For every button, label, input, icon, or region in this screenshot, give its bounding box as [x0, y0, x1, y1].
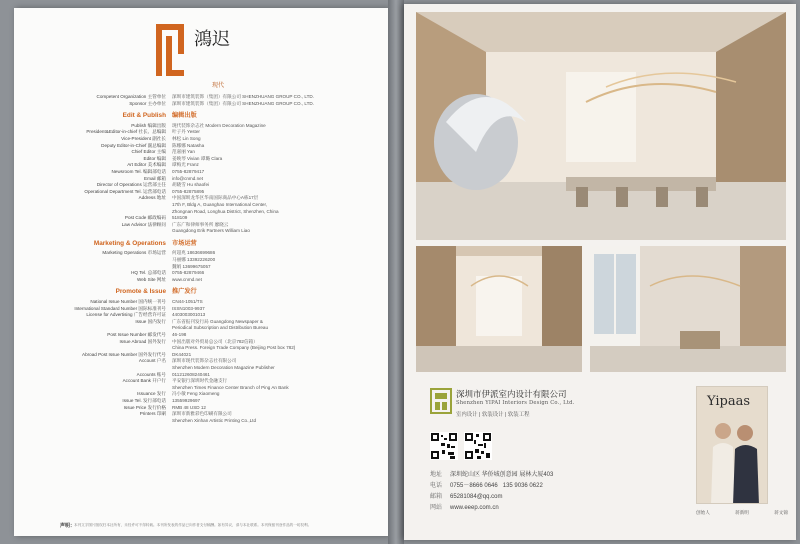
masthead-label: Vice-President 副社长 — [121, 135, 166, 141]
qr-code-icon — [464, 432, 492, 460]
masthead-row — [54, 299, 354, 306]
book-gutter — [388, 0, 404, 544]
portrait-caption: 创始人 蒋新明 蒋文锦 — [696, 510, 788, 515]
masthead-value: 46-198 — [172, 332, 187, 337]
masthead-value: 魏娟 13699675057 — [172, 263, 211, 269]
masthead-row — [54, 398, 354, 405]
masthead-row — [54, 136, 354, 143]
masthead-row — [54, 149, 354, 156]
masthead-row — [54, 94, 354, 101]
masthead-row — [54, 169, 354, 176]
masthead-value: 平安银行深圳时代金融支行 — [172, 378, 228, 384]
masthead-value: Zhongnan Road, Longhua District, Shenzhen, China — [172, 208, 279, 214]
masthead-row — [54, 228, 354, 235]
masthead-row — [54, 325, 354, 332]
masthead-label: Account 户名 — [138, 358, 166, 364]
masthead-value: China Press. Foreign Trade Company (Beijing Post box 782) — [172, 345, 296, 351]
masthead-row — [54, 270, 354, 277]
masthead-label — [54, 418, 172, 425]
masthead-value: 4403003001013 — [172, 312, 206, 318]
masthead-label: Address 地址 — [138, 195, 166, 201]
masthead-value: 深圳市建筑装饰（集团）有限公司 SHENZHUANG GROUP CO., LTD. — [172, 94, 314, 99]
masthead-row — [54, 182, 354, 189]
company-contacts: 地址 深圳蛇山区 华侨城创意园 展林大厦403 电话 0755－8666 0646 135 9036 0622 邮箱 65281084@qq.com 网站 www.eeep.com.cn — [430, 472, 554, 511]
masthead-page — [14, 8, 388, 536]
masthead-value: 011212608240461 — [172, 371, 210, 377]
magazine-logo — [152, 22, 242, 89]
masthead-label: Publish 编辑出版 — [131, 122, 166, 128]
footnote-mark: 声明： — [60, 523, 76, 529]
masthead-value: info@cnmd.net — [172, 175, 203, 181]
masthead-value: www.cnmd.net — [172, 276, 202, 282]
masthead-row — [54, 332, 354, 339]
logo-subtitle: 现代 — [212, 83, 225, 89]
masthead-value: Periodical Subscription and Distribution Bureau — [172, 325, 269, 331]
masthead-label — [54, 345, 172, 352]
advert-page — [404, 4, 796, 540]
masthead-label — [54, 202, 172, 209]
masthead-value: 深圳市建筑装饰（集团）有限公司 SHENZHUANG GROUP CO., LTD. — [172, 100, 314, 106]
masthead-label: Sponsor 主办单位 — [129, 100, 166, 106]
masthead-row — [54, 143, 354, 150]
section-heading-marketing: Marketing & Operations 市场运营 — [93, 239, 197, 247]
masthead-row — [54, 339, 354, 346]
masthead-row — [54, 162, 354, 169]
masthead-value: 范嘉丽 Yan — [172, 149, 195, 155]
masthead-row — [54, 101, 354, 108]
masthead-label: President&Editor-in-chief 社长、总编辑 — [86, 129, 166, 135]
masthead-row — [54, 391, 354, 398]
masthead-value: RMB 48 USD 12 — [172, 404, 206, 410]
masthead-label: Director of Operations 运营部主任 — [96, 182, 166, 188]
masthead-label: National Issue Number 国内统一刊号 — [90, 299, 166, 305]
masthead-value: ISSN1003-9937 — [172, 305, 205, 311]
masthead-value: 现代装饰杂志社 Modern Decoration Magazine — [172, 122, 266, 128]
masthead-value: 广东省报刊发行局 Guangdong Newspaper & — [172, 318, 263, 324]
masthead-value: 17th F, Bldg A, Guanghao International Center, — [172, 201, 268, 207]
logo-mark-icon — [154, 22, 186, 78]
masthead-label: Law Advisor 法律顾问 — [121, 221, 166, 227]
masthead-label: Post Issue Number 邮发代号 — [107, 332, 166, 337]
interior-photo-main — [416, 12, 786, 240]
masthead-label: Chief Editor 主编 — [131, 149, 166, 155]
masthead-value: DK44021 — [172, 351, 192, 357]
portrait-cover-title: Yipaas — [707, 394, 751, 409]
masthead-row — [54, 365, 354, 372]
company-mobile: 135 9036 0622 — [502, 483, 543, 489]
masthead-label: Issue Abroad 国外发行 — [119, 338, 166, 344]
masthead-label: Abroad Post Issue Number 国外发行代号 — [82, 351, 166, 357]
masthead-value: 谭梅光 Franz — [172, 162, 199, 168]
masthead-label: Issuance 发行 — [137, 391, 166, 397]
masthead-label: Deputy Editor-in-Chief 副总编辑 — [101, 142, 166, 148]
masthead-label: Issue Price 发行价格 — [123, 404, 166, 410]
interior-photo-right — [590, 246, 786, 372]
masthead-value: Guangdong Erik Partners William Liao — [172, 228, 250, 234]
company-services: 室内设计 | 软装设计 | 软装工程 — [456, 412, 530, 418]
masthead-credits — [54, 94, 354, 424]
masthead-value: 13559929697 — [172, 397, 201, 403]
masthead-value: 林松 Lin Song — [172, 135, 201, 141]
masthead-label: Editor 编辑 — [143, 155, 166, 161]
masthead-label: Email 邮箱 — [144, 175, 166, 181]
masthead-row — [54, 312, 354, 319]
masthead-label: Issue Tel. 发行部电话 — [122, 397, 166, 403]
masthead-value: 广东广和律师事务所 廖晓云 — [172, 221, 229, 227]
interior-photo-left — [416, 246, 582, 372]
section-heading-edit: Edit & Publish 编辑出版 — [122, 112, 197, 120]
masthead-value: 深圳市新雅彩色印刷有限公司 — [172, 411, 232, 417]
masthead-value: 中国深圳龙华区华南国际商品中心A栋17层 — [172, 195, 259, 201]
masthead-label: Newsroom Tel. 编辑部电话 — [111, 168, 166, 174]
masthead-label: License for Advertising 广告经营许可证 — [86, 312, 166, 318]
company-name-cn: 深圳市伊派室内设计有限公司 — [456, 390, 567, 400]
masthead-row — [54, 195, 354, 202]
masthead-label: Issue 国内发行 — [135, 318, 166, 324]
masthead-row — [54, 257, 354, 264]
section-heading-promote: Promote & Issue 推广发行 — [115, 288, 197, 296]
masthead-label: Competent Organization 主管单位 — [96, 94, 166, 99]
masthead-value: 马丽娜 13392226200 — [172, 257, 216, 263]
masthead-row — [54, 319, 354, 326]
masthead-value: Shenzhen Xinhan Artistic Printing Co.,Ltd — [172, 417, 257, 423]
masthead-label: Web Site 网址 — [136, 276, 166, 282]
masthead-label: HQ Tel. 总部电话 — [131, 270, 166, 276]
masthead-label: Operational Department Tel. 运营部电话 — [84, 188, 166, 194]
masthead-label: Marketing Operations 市场运营 — [102, 250, 166, 256]
masthead-label: Accounts 账号 — [136, 371, 166, 377]
masthead-value: 深圳市现代装饰杂志社有限公司 — [172, 358, 237, 364]
masthead-value: 0755-82879417 — [172, 168, 205, 174]
footnote-text: 本刊文字图片版权归本社所有，未经许可不得转载。本刊所发表的作品已向作者支付稿酬。如有异议，请与本社联系。本刊保留刊登作品的一切权利。 — [74, 523, 312, 527]
masthead-label: Post Code 邮政编码 — [124, 215, 166, 221]
masthead-value: 0755-82879466 — [172, 270, 205, 276]
masthead-value: 叶子丹 Yester — [172, 129, 200, 135]
masthead-value: CN44-1051/TS — [172, 299, 203, 305]
masthead-value: 姜映琴 Vivian 谭璐 Clara — [172, 155, 223, 161]
masthead-label: International Standard Number 国际标准刊号 — [74, 305, 166, 311]
masthead-row — [54, 345, 354, 352]
masthead-label: Account Bank 开户行 — [122, 378, 166, 384]
masthead-value: 何超兆 18636699686 — [172, 250, 216, 256]
masthead-value: 518109 — [172, 215, 188, 221]
masthead-row — [54, 156, 354, 163]
masthead-value: 0755-82875895 — [172, 188, 205, 194]
masthead-row — [54, 277, 354, 284]
masthead-row — [54, 411, 354, 418]
masthead-label: Art Editor 美术编辑 — [127, 162, 166, 168]
qr-code-icon — [430, 432, 458, 460]
masthead-row — [54, 209, 354, 216]
company-website: www.eeep.com.cn — [450, 505, 499, 511]
masthead-value: 胡晓雪 Hu shaofei — [172, 182, 210, 188]
masthead-value: 中国出版对外贸易总公司（北京782信箱） — [172, 338, 258, 344]
masthead-row — [54, 418, 354, 425]
masthead-label — [54, 325, 172, 332]
masthead-label: Printers 印刷 — [139, 411, 166, 417]
masthead-row — [54, 129, 354, 136]
company-logo-icon — [430, 388, 452, 414]
logo-wordmark: 鴻迟 — [194, 29, 230, 50]
company-name-en: Shenzhen YIPAI Interiors Design Co., Ltd. — [456, 400, 575, 406]
company-address: 深圳蛇山区 华侨城创意园 展林大厦403 — [450, 472, 554, 478]
masthead-value: Shenzhen Modern Decoration Magazine Publisher — [172, 364, 275, 370]
masthead-value: 陈娜娜 Natasha — [172, 142, 205, 148]
masthead-row — [54, 358, 354, 365]
masthead-label — [54, 228, 172, 235]
company-email: 65281084@qq.com — [450, 494, 503, 500]
company-phone: 0755－8666 0646 — [450, 483, 498, 489]
masthead-row — [54, 378, 354, 385]
masthead-label — [54, 257, 172, 264]
masthead-row — [54, 202, 354, 209]
masthead-label — [54, 365, 172, 372]
masthead-row — [54, 215, 354, 222]
founders-portrait — [696, 386, 768, 504]
masthead-value: 冯小敏 Feng Xiaomeng — [172, 391, 220, 397]
masthead-row — [54, 264, 354, 271]
masthead-row — [54, 222, 354, 229]
masthead-value: Shenzhen Times Finance Center Branch of Ping An Bank — [172, 384, 289, 390]
